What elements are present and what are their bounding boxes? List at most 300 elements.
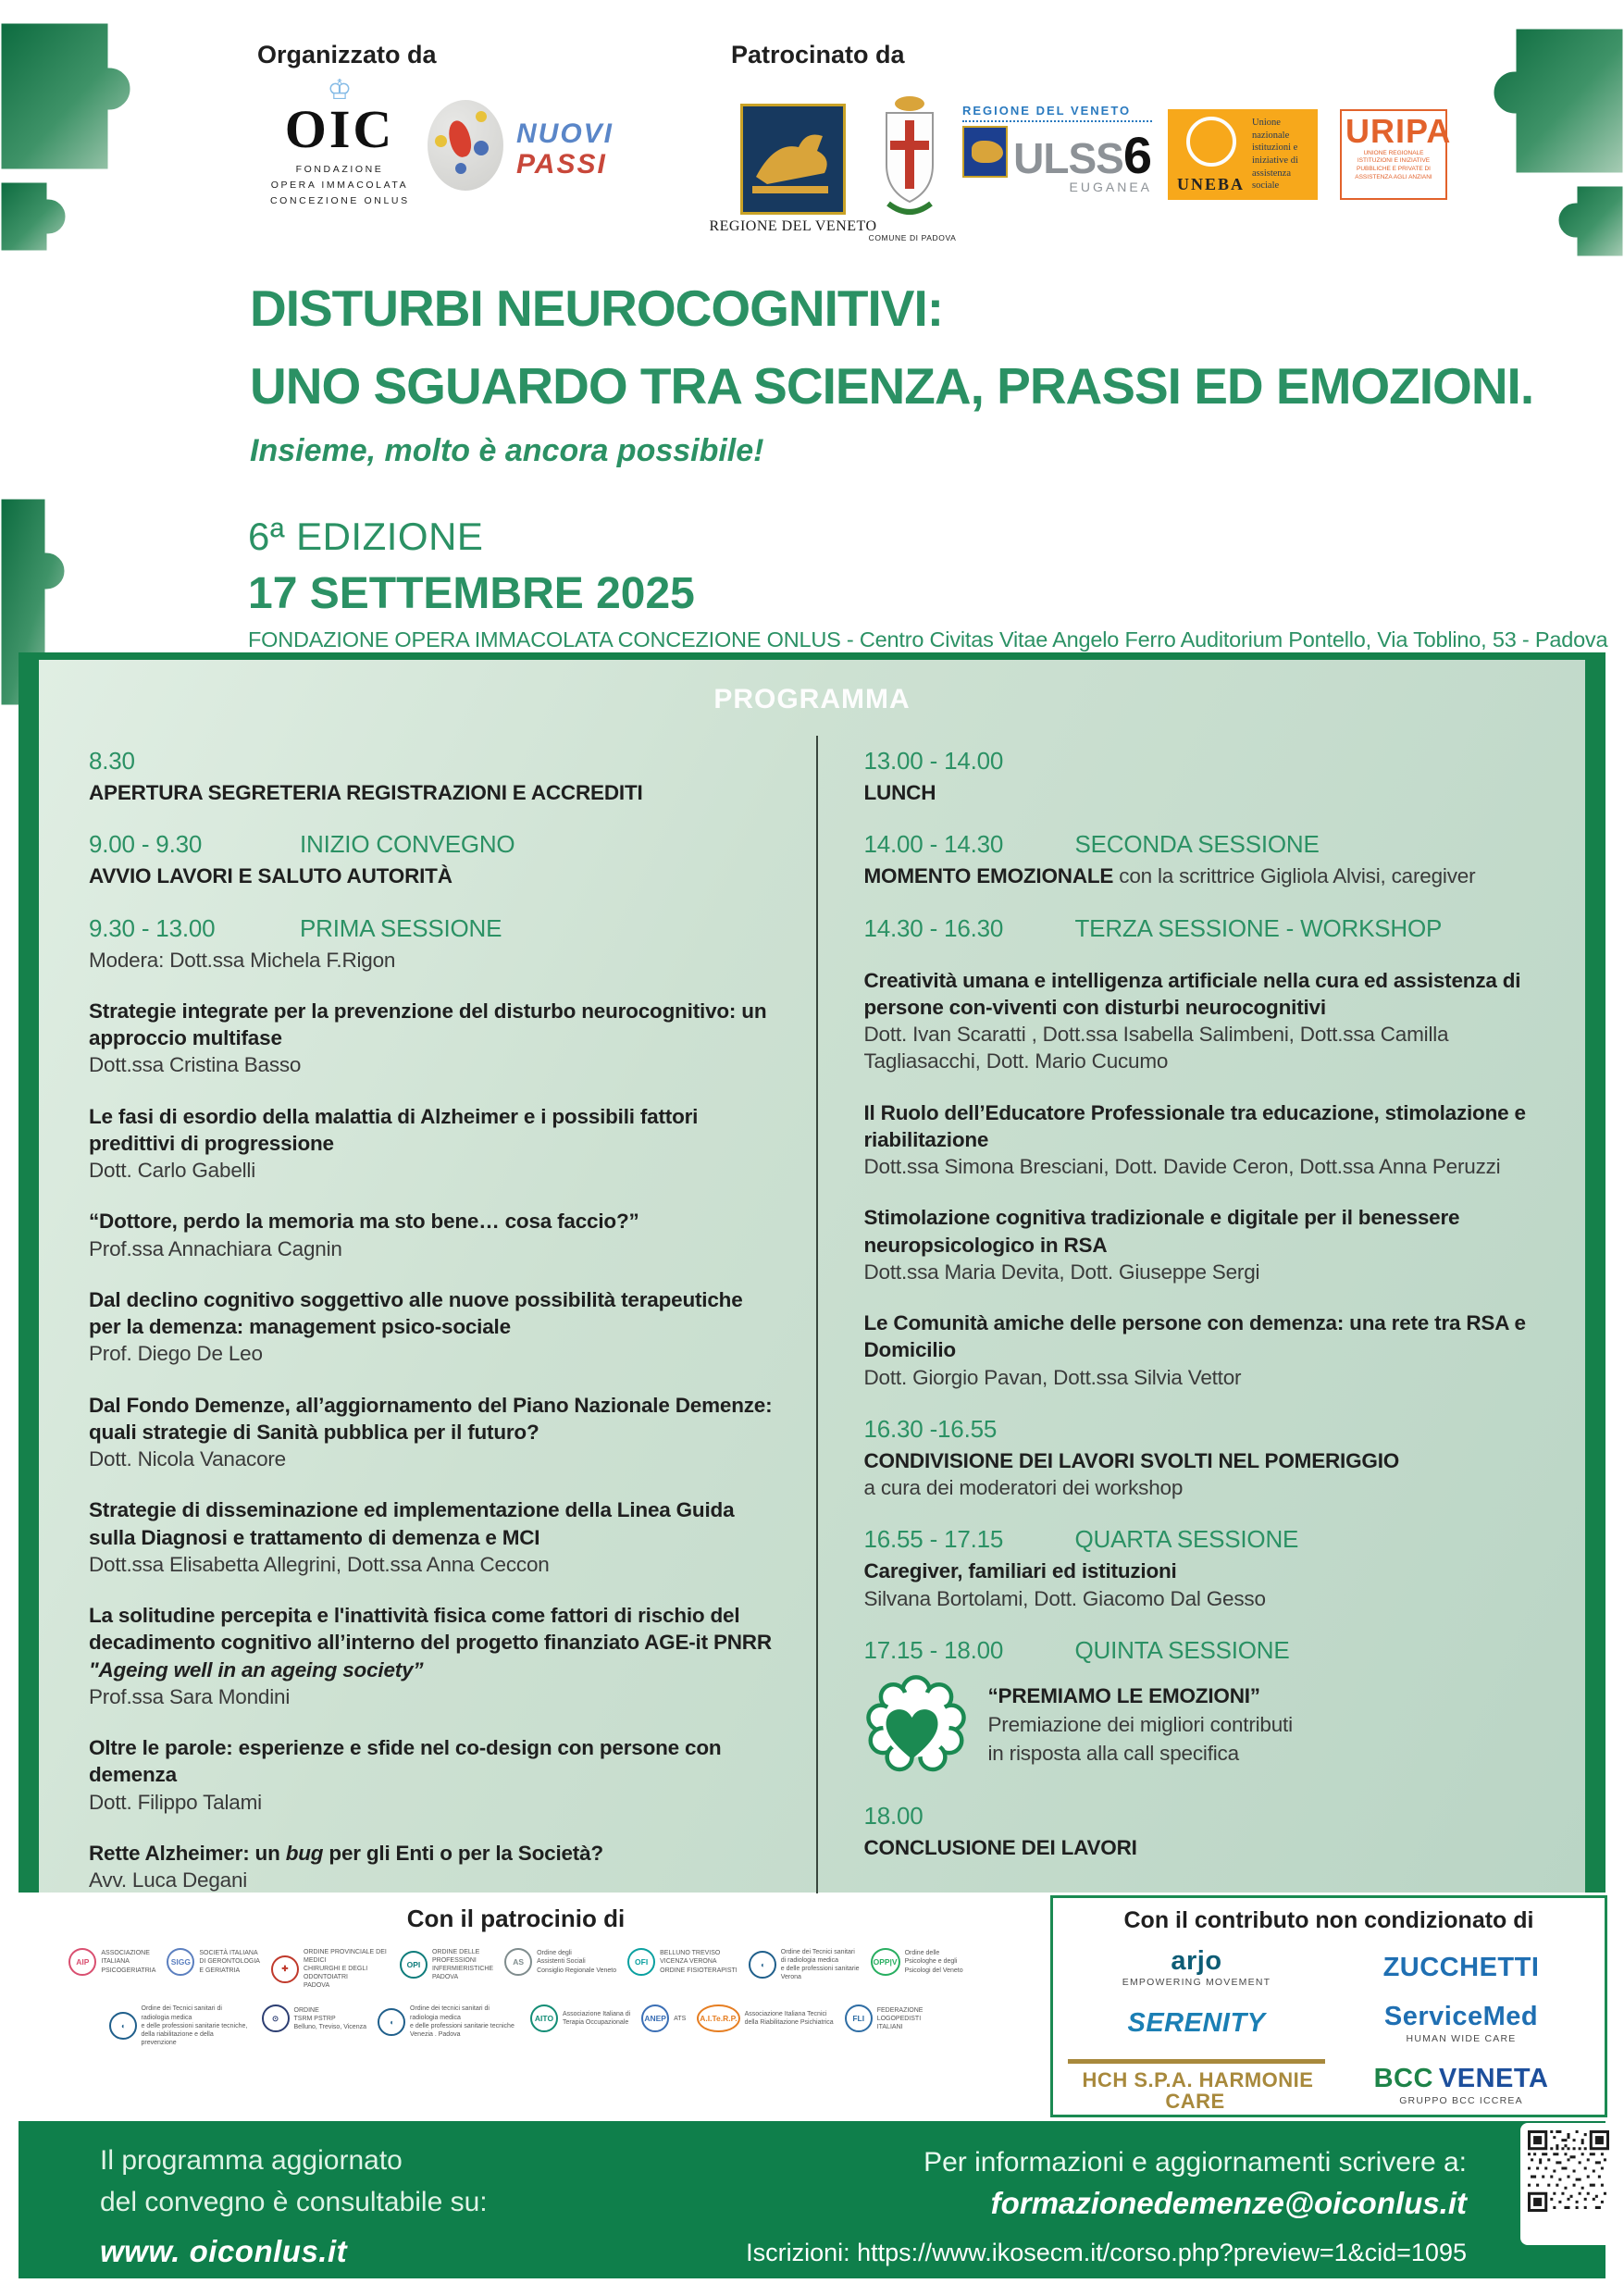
caption-line: ORDINE PROVINCIALE DEI MEDICI xyxy=(303,1949,387,1965)
text-segment: APERTURA SEGRETERIA REGISTRAZIONI E ACCREDITI xyxy=(89,781,643,804)
comune-padova-caption: COMUNE DI PADOVA xyxy=(868,233,957,242)
text-segment: Avv. Luca Degani xyxy=(89,1868,248,1892)
patrocinio-logo-caption xyxy=(304,1948,389,1990)
program-text-line xyxy=(89,1235,774,1262)
text-segment: Oltre le parole: esperienze e sfide nel co-design con persone con demenza xyxy=(89,1736,722,1787)
text-segment: Dott. Nicola Vanacore xyxy=(89,1447,286,1471)
caption-line: e delle professioni sanitarie tecniche, xyxy=(141,2022,248,2029)
patrocinio-logo-icon: ◖ xyxy=(378,2008,405,2036)
patrocinio-logo-caption xyxy=(410,2004,519,2038)
caption-line: Ordine delle xyxy=(904,1950,940,1957)
program-text-line xyxy=(89,1157,774,1184)
patrocinio-logo xyxy=(400,1948,493,1981)
caption-line: Belluno, Treviso, Vicenza xyxy=(293,2024,366,2031)
text-segment: Caregiver, familiari ed istituzioni xyxy=(863,1559,1177,1583)
program-text-line xyxy=(864,1558,1549,1584)
qr-code[interactable] xyxy=(1528,2130,1609,2212)
text-segment: Dott.ssa Cristina Basso xyxy=(89,1053,302,1077)
caption-line: Psicologhe e degli xyxy=(904,1958,958,1966)
patrocinio-logo-icon: SIGG xyxy=(167,1948,194,1976)
time-label: 18.00 xyxy=(863,1801,924,1830)
text-segment: Dott. Ivan Scaratti , Dott.ssa Isabella Salimbeni, Dott.ssa Camilla Tagliasacchi, Dott. Mario Cucumo xyxy=(863,1023,1449,1074)
patrocinio-logo-icon: OPP|V xyxy=(871,1948,900,1976)
program-text-line xyxy=(89,1840,774,1867)
footer-left xyxy=(100,2140,488,2275)
program-text-line xyxy=(89,1446,774,1472)
tagline: Insieme, molto è ancora possibile! xyxy=(250,433,764,468)
text-segment: Dott.ssa Elisabetta Allegrini, Dott.ssa Anna Ceccon xyxy=(89,1552,550,1576)
program-item xyxy=(89,747,774,806)
caption-line: e delle professioni sanitarie tecniche xyxy=(410,2022,514,2029)
caption-line: VICENZA VERONA xyxy=(660,1958,717,1966)
program-text-line xyxy=(864,1585,1549,1612)
text-segment: Strategie di disseminazione ed implementazione della Linea Guida sulla Diagnosi e trattamento di demenza e MCI xyxy=(89,1498,735,1549)
caption-line: Ordine degli xyxy=(537,1950,572,1957)
patrocinio-logo xyxy=(378,2004,519,2038)
program-text-line xyxy=(89,863,774,889)
program-text-line xyxy=(988,1711,1293,1738)
sponsor-logo xyxy=(1381,1954,1543,1981)
text-segment: LUNCH xyxy=(863,781,936,804)
program-text-line xyxy=(89,1103,774,1158)
text-segment: Dal declino cognitivo soggettivo alle nuove possibilità terapeutiche per la demenza: management psico-sociale xyxy=(89,1287,743,1338)
program-item xyxy=(864,1802,1549,1861)
text-segment: Le Comunità amiche delle persone con demenza: una rete tra RSA e Domicilio xyxy=(863,1311,1526,1362)
program-item-head xyxy=(864,830,1549,859)
text-segment: Premiazione dei migliori contributi xyxy=(987,1713,1293,1737)
sponsor-subtitle: EMPOWERING MOVEMENT xyxy=(1122,1977,1271,1989)
program-item xyxy=(89,1734,774,1816)
nuovi-passi-line1: NUOVI xyxy=(516,118,614,149)
session-icon-text xyxy=(988,1682,1293,1769)
caption-line: Associazione Italiana di xyxy=(563,2011,631,2018)
patrocinio-logo xyxy=(871,1948,963,1976)
sponsor-name xyxy=(1124,2009,1268,2037)
session-title: SECONDA SESSIONE xyxy=(1074,830,1320,859)
patrocinio-logo-caption xyxy=(674,2015,686,2023)
text-segment: a cura dei moderatori dei workshop xyxy=(863,1476,1184,1499)
caption-line: E GERIATRIA xyxy=(199,1967,241,1974)
uripa-desc: UNIONE REGIONALE ISTITUZIONI E INIZIATIVE PUBBLICHE E PRIVATE DI ASSISTENZA AGLI ANZIANI xyxy=(1355,149,1432,180)
caption-line: PADOVA xyxy=(303,1982,330,1990)
uripa-name: URIPA xyxy=(1345,112,1452,150)
caption-line: di radiologia medica xyxy=(780,1957,839,1965)
time-label: 16.30 -16.55 xyxy=(863,1414,998,1443)
caption-line: Assistenti Sociali xyxy=(537,1958,586,1966)
caption-line: Venezia . Padova xyxy=(410,2030,461,2038)
program-text-line xyxy=(89,1208,774,1235)
program-text-line xyxy=(988,1682,1293,1709)
caption-line: della riabilitazione e della prevenzione xyxy=(141,2030,214,2046)
text-segment: Il Ruolo dell’Educatore Professionale tra educazione, stimolazione e riabilitazione xyxy=(863,1100,1526,1151)
program-heading: PROGRAMMA xyxy=(713,684,911,714)
sponsor-name-part: ServiceMed xyxy=(1383,2002,1539,2032)
caption-line: ORDINE xyxy=(293,2006,319,2014)
edition-label: 6ª EDIZIONE xyxy=(248,515,484,558)
uneba-name: UNEBA xyxy=(1177,175,1246,193)
caption-line: Psicologi del Veneto xyxy=(904,1967,963,1974)
nuovi-passi-logo xyxy=(516,118,614,180)
time-label: 16.55 - 17.15 xyxy=(863,1525,1004,1554)
patrocinio-logo xyxy=(68,1948,155,1976)
text-segment: Dal Fondo Demenze, all’aggiornamento del Piano Nazionale Demenze: quali strategie di Sanità pubblica per il futuro? xyxy=(89,1393,773,1444)
ulss6-number: 6 xyxy=(1122,126,1152,185)
caption-line: TSRM PSTRP xyxy=(293,2015,336,2022)
sponsor-name xyxy=(1382,2003,1541,2030)
text-segment: Strategie integrate per la prevenzione del disturbo neurocognitivo: un approccio multifase xyxy=(89,999,767,1049)
patrocinio-logo-icon: ⊙ xyxy=(262,2004,290,2032)
sponsor-logo xyxy=(1124,2009,1268,2037)
comune-padova-shield-icon xyxy=(879,93,940,236)
caption-line: SOCIETÀ ITALIANA xyxy=(199,1950,258,1957)
oic-line2: OPERA IMMACOLATA xyxy=(270,179,409,191)
program-text-line xyxy=(864,1474,1549,1501)
patrocinio-row2 xyxy=(19,2004,1013,2046)
patrocinio-logo xyxy=(167,1948,260,1976)
program-text-line xyxy=(864,1259,1549,1285)
program-item xyxy=(89,914,774,974)
time-label: 9.30 - 13.00 xyxy=(89,913,216,942)
patrocinio-logo-icon: ◖ xyxy=(109,2012,137,2040)
ulss6-region-label: REGIONE DEL VENETO xyxy=(962,104,1152,122)
program-section xyxy=(19,652,1605,1893)
patrocinio-logo-caption xyxy=(101,1949,155,1974)
ulss6-sub: EUGANEA xyxy=(1069,180,1152,194)
program-item xyxy=(89,830,774,889)
program-column-afternoon xyxy=(816,736,1558,1917)
program-text-line xyxy=(864,863,1549,889)
patrocinio-logo xyxy=(641,2004,686,2032)
program-item-head xyxy=(864,1415,1549,1444)
program-item xyxy=(864,1525,1549,1612)
title-line2: UNO SGUARDO TRA SCIENZA, PRASSI ED EMOZIONI. xyxy=(250,356,1534,415)
sponsor-name-part: SERENITY xyxy=(1127,2008,1266,2039)
program-text-line xyxy=(864,967,1549,1022)
sponsor-name xyxy=(1381,1954,1543,1981)
puzzle-piece-top-right xyxy=(1467,28,1624,268)
patrocinio-row1 xyxy=(19,1948,1013,1990)
text-segment: CONCLUSIONE DEI LAVORI xyxy=(863,1835,1137,1859)
caption-line: DI GERONTOLOGIA xyxy=(199,1958,260,1966)
patrocinio-logo-icon: OPI xyxy=(400,1951,428,1979)
patrocinio-logo xyxy=(271,1948,389,1990)
contributors-grid xyxy=(1053,1934,1605,2112)
text-segment: Modera: Dott.ssa Michela F.Rigon xyxy=(89,948,396,972)
program-item xyxy=(89,1103,774,1185)
caption-line: FEDERAZIONE xyxy=(876,2006,924,2014)
caption-line: e delle professioni sanitarie xyxy=(780,1966,860,1973)
text-segment: MOMENTO EMOZIONALE xyxy=(863,864,1120,888)
program-text-line xyxy=(988,1740,1293,1767)
footer-right-line1: Per informazioni e aggiornamenti scrivere a: xyxy=(924,2147,1467,2178)
venue-line: FONDAZIONE OPERA IMMACOLATA CONCEZIONE ONLUS - Centro Civitas Vitae Angelo Ferro Auditorium Pontello, Via Toblino, 53 - Padova xyxy=(248,627,1608,652)
program-text-line xyxy=(89,1340,774,1367)
patrocinio-logo-icon: AITO xyxy=(530,2004,558,2032)
time-label: 17.15 - 18.00 xyxy=(863,1635,1004,1664)
uneba-desc: Unione nazionale istituzioni e iniziative di assistenza sociale xyxy=(1252,118,1298,192)
patrocinio-logo-caption xyxy=(877,2006,924,2031)
text-segment: con la scrittrice Gigliola Alvisi, caregiver xyxy=(1119,864,1476,888)
title-block xyxy=(250,270,1533,425)
organized-by-label: Organizzato da xyxy=(257,41,437,68)
qr-panel[interactable] xyxy=(1520,2123,1617,2245)
time-label: 14.00 - 14.30 xyxy=(863,830,1004,859)
program-item xyxy=(89,1840,774,1894)
program-text-line xyxy=(864,1099,1549,1154)
program-text-line xyxy=(89,1551,774,1578)
footer-left-line1: Il programma aggiornato xyxy=(100,2145,403,2176)
brain-heart-icon xyxy=(864,1674,968,1778)
uneba-logo xyxy=(1168,109,1318,200)
program-item xyxy=(864,914,1549,943)
puzzle-piece-top-left xyxy=(0,22,139,254)
caption-line: ITALIANA xyxy=(101,1958,130,1966)
program-text-line xyxy=(89,1734,774,1789)
patrocinio-logo-caption xyxy=(781,1948,860,1981)
text-segment: “PREMIAMO LE EMOZIONI” xyxy=(987,1683,1260,1707)
program-item-head xyxy=(89,747,774,776)
patrocinio-logo-caption xyxy=(745,2010,834,2027)
patrocinio-logo-icon: ANEP xyxy=(641,2004,669,2032)
patrocinio-logo-caption xyxy=(432,1948,493,1981)
sponsor-name-part: ZUCCHETTI xyxy=(1382,1953,1540,1982)
text-segment: in risposta alla call specifica xyxy=(987,1742,1239,1766)
time-label: 8.30 xyxy=(89,747,135,775)
session-title: INIZIO CONVEGNO xyxy=(300,830,515,859)
program-item-head xyxy=(864,1525,1549,1554)
program-text-line xyxy=(864,1153,1549,1180)
patrocinio-logo xyxy=(627,1948,738,1976)
patrocinio-logo-caption xyxy=(142,2004,251,2046)
patrocinio-logo xyxy=(109,2004,251,2046)
event-date: 17 SETTEMBRE 2025 xyxy=(248,569,695,618)
program-item xyxy=(864,830,1549,889)
text-segment: bug xyxy=(285,1841,324,1865)
program-item xyxy=(89,1392,774,1473)
program-item xyxy=(89,1602,774,1710)
program-item-head xyxy=(89,830,774,859)
time-label: 13.00 - 14.00 xyxy=(863,747,1004,775)
text-segment: Dott.ssa Simona Bresciani, Dott. Davide Ceron, Dott.ssa Anna Peruzzi xyxy=(863,1155,1501,1178)
patrocinio-logo-icon: FLI xyxy=(845,2004,873,2032)
patrocinio-logo-caption xyxy=(294,2006,366,2031)
patrocinio-logo-icon: ✚ xyxy=(271,1955,299,1983)
program-text-line xyxy=(864,1834,1549,1861)
patrocinio-logo xyxy=(749,1948,860,1981)
caption-line: ATS xyxy=(674,2015,687,2022)
text-segment: Creatività umana e intelligenza artificiale nella cura ed assistenza di persone con-viventi con disturbi neurocognitivi xyxy=(863,968,1521,1019)
patrocinio-logo-icon: ◖ xyxy=(749,1951,776,1979)
program-column-morning xyxy=(67,736,816,1917)
program-text-line xyxy=(864,1447,1549,1474)
program-text-line xyxy=(864,1309,1549,1364)
sponsor-name xyxy=(1068,2059,1325,2112)
oic-line1: FONDAZIONE xyxy=(295,164,384,175)
program-item xyxy=(89,1286,774,1368)
sponsor-logo xyxy=(1382,2003,1541,2043)
oic-foundation-logo xyxy=(270,75,410,208)
text-segment: AVVIO LAVORI E SALUTO AUTORITÀ xyxy=(89,864,452,888)
caption-line: CHIRURGHI E DEGLI ODONTOIATRI xyxy=(303,1966,368,1981)
patrocinio-heading: Con il patrocinio di xyxy=(406,1905,626,1932)
oic-acronym: OIC xyxy=(284,99,395,159)
patrocinio-logo-caption xyxy=(563,2010,630,2027)
program-item xyxy=(89,998,774,1079)
patrocinio-logo-icon: OFI xyxy=(627,1948,655,1976)
caption-line: PSICOGERIATRIA xyxy=(101,1967,156,1974)
caption-line: Consiglio Regionale Veneto xyxy=(537,1967,617,1974)
caption-line: PADOVA xyxy=(431,1974,459,1981)
footer-email-link[interactable]: formazionedemenze@oiconlus.it xyxy=(990,2186,1467,2220)
sponsor-logo xyxy=(1122,1947,1271,1988)
sponsor-name-part: BCC xyxy=(1373,2064,1433,2094)
oic-line3: CONCEZIONE ONLUS xyxy=(270,194,410,206)
program-item xyxy=(864,1309,1549,1391)
text-segment: Rette Alzheimer: un xyxy=(89,1841,286,1865)
text-segment: Prof.ssa Annachiara Cagnin xyxy=(89,1236,342,1260)
patrocinio-logo xyxy=(530,2004,630,2032)
patrocinio-logo xyxy=(845,2004,924,2032)
program-text-line xyxy=(89,1602,774,1683)
caption-line: PROFESSIONI xyxy=(431,1957,477,1965)
ulss6-logo xyxy=(962,104,1152,194)
title-line1: DISTURBI NEUROCOGNITIVI: xyxy=(250,279,944,337)
program-item xyxy=(89,1496,774,1578)
sponsor-logo xyxy=(1371,2065,1552,2105)
patrocinio-section xyxy=(19,1893,1013,2119)
text-segment: “Dottore, perdo la memoria ma sto bene… cosa faccio?” xyxy=(89,1210,639,1234)
caption-line: Ordine dei tecnici sanitari di radiologia medica xyxy=(410,2005,490,2021)
ulss6-lion-icon xyxy=(962,126,1008,178)
program-text-line xyxy=(89,947,774,974)
session-title: TERZA SESSIONE - WORKSHOP xyxy=(1074,913,1443,942)
footer-band xyxy=(19,2121,1605,2278)
patrocinio-logo-icon: A.I.Te.R.P. xyxy=(697,2004,739,2032)
sponsor-name xyxy=(1371,2065,1552,2092)
program-item-head xyxy=(864,1636,1549,1665)
caption-line: ITALIANI xyxy=(876,2024,903,2031)
footer-website-link[interactable]: www. oiconlus.it xyxy=(100,2234,348,2268)
contributors-heading: Con il contributo non condizionato di xyxy=(1123,1907,1534,1933)
caption-line: ASSOCIAZIONE xyxy=(101,1950,150,1957)
program-text-line xyxy=(89,1496,774,1551)
program-text-line xyxy=(89,998,774,1052)
caption-line: Ordine dei Tecnici sanitari xyxy=(780,1949,855,1955)
program-item-head xyxy=(89,914,774,943)
caption-line: Associazione Italiana Tecnici xyxy=(744,2011,827,2018)
text-segment: Prof.ssa Sara Mondini xyxy=(89,1684,291,1708)
text-segment: Dott. Giorgio Pavan, Dott.ssa Silvia Vettor xyxy=(863,1365,1242,1389)
program-text-line xyxy=(89,1392,774,1446)
ulss6-name: ULSS xyxy=(1013,133,1123,182)
program-text-line xyxy=(89,1683,774,1710)
regione-veneto-lion-icon xyxy=(740,104,846,215)
footer-registration-link[interactable]: Iscrizioni: https://www.ikosecm.it/corso.php?preview=1&cid=1095 xyxy=(746,2239,1467,2267)
session-icon-row xyxy=(864,1674,1549,1778)
nuovi-passi-egg-icon xyxy=(428,100,503,191)
program-text-line xyxy=(864,1204,1549,1259)
time-label: 14.30 - 16.30 xyxy=(863,913,1004,942)
patrocinio-logo xyxy=(697,2004,833,2032)
program-text-line xyxy=(89,1867,774,1893)
caption-line: della Riabilitazione Psichiatrica xyxy=(744,2019,834,2027)
uripa-logo xyxy=(1340,109,1452,200)
footer-left-line2: del convegno è consultabile su: xyxy=(100,2187,488,2217)
text-segment: Le fasi di esordio della malattia di Alzheimer e i possibili fattori predittivi di progressione xyxy=(89,1104,699,1155)
caption-line: INFERMIERISTICHE xyxy=(431,1966,494,1973)
program-item-head xyxy=(864,747,1549,776)
text-segment: Dott.ssa Maria Devita, Dott. Giuseppe Sergi xyxy=(863,1260,1260,1284)
program-item xyxy=(864,967,1549,1075)
patrocinio-logo-icon: AS xyxy=(504,1948,532,1976)
caption-line: Terapia Occupazionale xyxy=(563,2019,629,2027)
program-text-line xyxy=(89,1051,774,1078)
footprint-icon xyxy=(445,118,474,159)
sponsor-logo xyxy=(1068,2059,1325,2112)
caption-line: Ordine dei Tecnici sanitari di radiologia medica xyxy=(141,2005,222,2021)
text-segment: La solitudine percepita e l'inattività fisica come fattori di rischio del decadimento cognitivo all’interno del progetto finanziato AGE-it PNRR xyxy=(89,1604,772,1655)
patrocinio-logo xyxy=(262,2004,366,2032)
sponsor-subtitle: GRUPPO BCC ICCREA xyxy=(1399,2094,1523,2106)
caption-line: Verona xyxy=(780,1974,801,1981)
text-segment: Silvana Bortolami, Dott. Giacomo Dal Gesso xyxy=(863,1586,1266,1610)
patrocinio-logo-caption xyxy=(199,1949,260,1974)
sponsor-name-part: arjo xyxy=(1171,1946,1222,1976)
regione-veneto-caption: REGIONE DEL VENETO xyxy=(709,218,877,234)
caption-line: BELLUNO TREVISO xyxy=(660,1950,721,1957)
patrocinio-logo-caption xyxy=(660,1949,738,1974)
session-title: QUARTA SESSIONE xyxy=(1074,1525,1299,1554)
program-text-line xyxy=(864,779,1549,806)
sponsor-name xyxy=(1122,1947,1271,1975)
text-segment: CONDIVISIONE DEI LAVORI SVOLTI NEL POMERIGGIO xyxy=(863,1448,1400,1472)
text-segment: Dott. Filippo Talami xyxy=(89,1790,262,1814)
text-segment: Stimolazione cognitiva tradizionale e digitale per il benessere neuropsicologico in RSA xyxy=(863,1206,1460,1257)
patronized-by-label: Patrocinato da xyxy=(731,41,905,68)
text-segment: Dott. Carlo Gabelli xyxy=(89,1159,256,1182)
caption-line: ORDINE FISIOTERAPISTI xyxy=(660,1967,738,1974)
program-item xyxy=(864,1204,1549,1285)
sponsor-name-part: VENETA xyxy=(1438,2064,1549,2094)
caption-line: ORDINE DELLE xyxy=(431,1949,480,1955)
session-title: PRIMA SESSIONE xyxy=(300,913,502,942)
sponsor-subtitle: HUMAN WIDE CARE xyxy=(1406,2032,1517,2044)
program-item xyxy=(864,1099,1549,1181)
contributors-box xyxy=(1050,1895,1607,2117)
time-label: 9.00 - 9.30 xyxy=(89,830,203,859)
program-item xyxy=(864,747,1549,806)
program-item xyxy=(89,1208,774,1262)
text-segment: per gli Enti o per la Società? xyxy=(323,1841,603,1865)
text-segment: Prof. Diego De Leo xyxy=(89,1342,263,1366)
program-item xyxy=(864,1636,1549,1778)
program-item-head xyxy=(864,1802,1549,1831)
program-item-head xyxy=(864,914,1549,943)
crown-icon: ♔ xyxy=(327,75,353,105)
program-text-line xyxy=(89,779,774,806)
patrocinio-logo-caption xyxy=(905,1949,963,1974)
program-text-line xyxy=(864,1364,1549,1391)
session-title: QUINTA SESSIONE xyxy=(1074,1635,1290,1664)
program-text-line xyxy=(89,1789,774,1816)
patrocinio-logo-icon: AIP xyxy=(68,1948,96,1976)
caption-line: LOGOPEDISTI xyxy=(876,2015,922,2022)
sponsor-name-part: HCH S.P.A. HARMONIE CARE xyxy=(1082,2067,1314,2113)
footer-right xyxy=(746,2143,1467,2271)
patrocinio-logo-caption xyxy=(537,1949,616,1974)
program-text-line xyxy=(864,1021,1549,1075)
uneba-ring-icon xyxy=(1186,117,1236,167)
